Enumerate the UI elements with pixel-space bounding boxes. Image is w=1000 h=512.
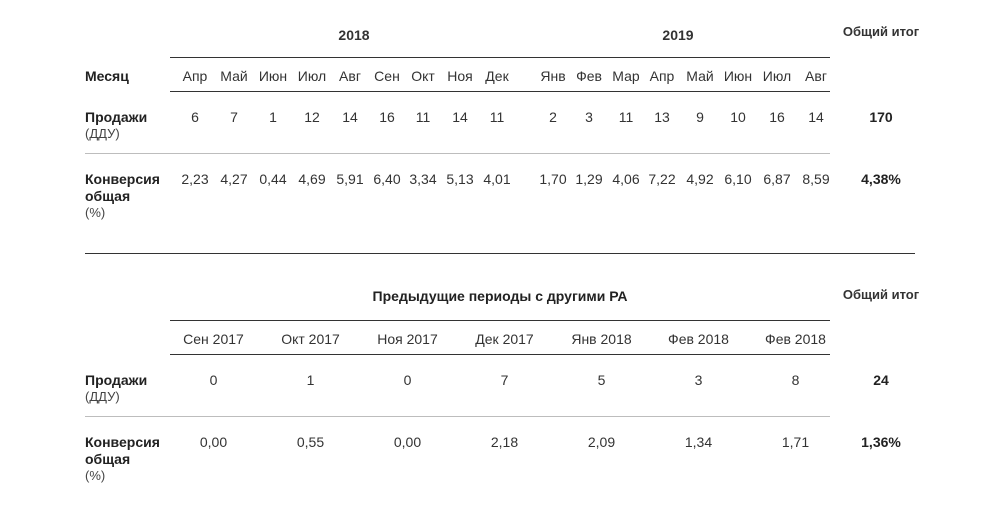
conversion-cell: 4,69 bbox=[298, 171, 326, 187]
period-header-cell: Сен 2017 bbox=[183, 331, 244, 347]
sales-cell: 10 bbox=[730, 109, 746, 125]
month-row-label: Месяц bbox=[85, 68, 129, 84]
total-header-2: Общий итог bbox=[842, 287, 920, 302]
conversion-cell: 1,29 bbox=[575, 171, 603, 187]
sales-total-2: 24 bbox=[873, 372, 889, 388]
year-header-2019: 2019 bbox=[662, 27, 694, 43]
period-underline bbox=[170, 354, 830, 355]
month-header-cell: Авг bbox=[805, 68, 827, 84]
month-underline bbox=[170, 91, 830, 92]
sales-cell: 6 bbox=[191, 109, 199, 125]
sales-cell-2: 8 bbox=[791, 372, 800, 388]
year-header-2018: 2018 bbox=[338, 27, 370, 43]
section-divider bbox=[85, 253, 915, 254]
sales-cell-2: 5 bbox=[597, 372, 606, 388]
conversion-cell-2: 0,55 bbox=[296, 434, 325, 450]
conversion-cell: 2,23 bbox=[181, 171, 209, 187]
month-header-cell: Май bbox=[686, 68, 714, 84]
conversion-cell: 0,44 bbox=[259, 171, 287, 187]
conversion-row-label-2: Конверсия общая bbox=[85, 434, 160, 467]
sales-cell: 11 bbox=[489, 109, 505, 125]
conversion-cell: 3,34 bbox=[409, 171, 437, 187]
sales-cell: 9 bbox=[696, 109, 704, 125]
header-underline bbox=[170, 57, 830, 58]
total-header: Общий итог bbox=[842, 24, 920, 39]
sales-cell: 14 bbox=[808, 109, 824, 125]
conversion-cell: 6,10 bbox=[724, 171, 752, 187]
month-header-cell: Сен bbox=[374, 68, 400, 84]
month-header-cell: Ноя bbox=[447, 68, 473, 84]
period-header-cell: Окт 2017 bbox=[281, 331, 340, 347]
sales-cell: 7 bbox=[230, 109, 238, 125]
sales-row-sublabel: (ДДУ) bbox=[85, 126, 120, 141]
conversion-total: 4,38% bbox=[861, 171, 901, 187]
conversion-cell-2: 2,18 bbox=[490, 434, 519, 450]
row-divider bbox=[85, 153, 830, 154]
conversion-cell-2: 2,09 bbox=[587, 434, 616, 450]
month-header-cell: Июн bbox=[723, 68, 753, 84]
month-header-cell: Дек bbox=[485, 68, 509, 84]
conversion-cell: 4,06 bbox=[612, 171, 640, 187]
sales-cell-2: 3 bbox=[694, 372, 703, 388]
sales-cell: 12 bbox=[304, 109, 320, 125]
month-header-cell: Янв bbox=[540, 68, 566, 84]
sales-cell: 14 bbox=[452, 109, 468, 125]
conversion-cell-2: 1,71 bbox=[781, 434, 810, 450]
month-header-cell: Мар bbox=[612, 68, 640, 84]
period-header-cell: Дек 2017 bbox=[475, 331, 534, 347]
sales-cell-2: 0 bbox=[403, 372, 412, 388]
month-header-cell: Апр bbox=[182, 68, 208, 84]
period-header-cell: Ноя 2017 bbox=[377, 331, 438, 347]
month-header-cell: Июн bbox=[258, 68, 288, 84]
conversion-cell: 8,59 bbox=[802, 171, 830, 187]
conversion-cell-2: 0,00 bbox=[199, 434, 228, 450]
month-header-cell: Июл bbox=[297, 68, 327, 84]
sales-cell: 13 bbox=[654, 109, 670, 125]
conversion-row-sublabel: (%) bbox=[85, 205, 106, 220]
sales-cell: 16 bbox=[769, 109, 785, 125]
sales-cell-2: 7 bbox=[500, 372, 509, 388]
conversion-cell: 4,01 bbox=[483, 171, 511, 187]
conversion-row-label: Конверсия общая bbox=[85, 171, 160, 204]
conversion-cell: 7,22 bbox=[648, 171, 676, 187]
row-divider-2 bbox=[85, 416, 830, 417]
sales-cell: 11 bbox=[415, 109, 431, 125]
sales-row-label: Продажи bbox=[85, 109, 148, 125]
month-header-cell: Фев bbox=[576, 68, 602, 84]
sales-cell: 2 bbox=[549, 109, 557, 125]
sales-cell-2: 0 bbox=[209, 372, 218, 388]
conversion-cell: 5,13 bbox=[446, 171, 474, 187]
sales-row-label-2: Продажи bbox=[85, 372, 148, 388]
month-header-cell: Авг bbox=[339, 68, 361, 84]
conversion-cell: 1,70 bbox=[539, 171, 567, 187]
conversion-cell: 6,40 bbox=[373, 171, 401, 187]
month-header-cell: Июл bbox=[762, 68, 792, 84]
sales-cell: 16 bbox=[379, 109, 395, 125]
period-header-cell: Фев 2018 bbox=[668, 331, 729, 347]
sales-cell: 3 bbox=[585, 109, 593, 125]
period-header-cell: Янв 2018 bbox=[571, 331, 632, 347]
sales-total: 170 bbox=[869, 109, 893, 125]
period-header-cell: Фев 2018 bbox=[765, 331, 826, 347]
conversion-cell: 6,87 bbox=[763, 171, 791, 187]
sales-cell: 14 bbox=[342, 109, 358, 125]
month-header-cell: Май bbox=[220, 68, 248, 84]
sales-row-sublabel-2: (ДДУ) bbox=[85, 389, 120, 404]
conversion-cell-2: 0,00 bbox=[393, 434, 422, 450]
conversion-row-sublabel-2: (%) bbox=[85, 468, 106, 483]
conversion-total-2: 1,36% bbox=[861, 434, 901, 450]
conversion-cell-2: 1,34 bbox=[684, 434, 713, 450]
conversion-cell: 4,27 bbox=[220, 171, 248, 187]
sales-cell: 1 bbox=[269, 109, 277, 125]
conversion-cell: 4,92 bbox=[686, 171, 714, 187]
month-header-cell: Апр bbox=[649, 68, 675, 84]
sales-cell-2: 1 bbox=[306, 372, 315, 388]
month-header-cell: Окт bbox=[411, 68, 435, 84]
previous-periods-title: Предыдущие периоды с другими РА bbox=[372, 288, 628, 304]
title-underline bbox=[170, 320, 830, 321]
sales-cell: 11 bbox=[618, 109, 634, 125]
conversion-cell: 5,91 bbox=[336, 171, 364, 187]
